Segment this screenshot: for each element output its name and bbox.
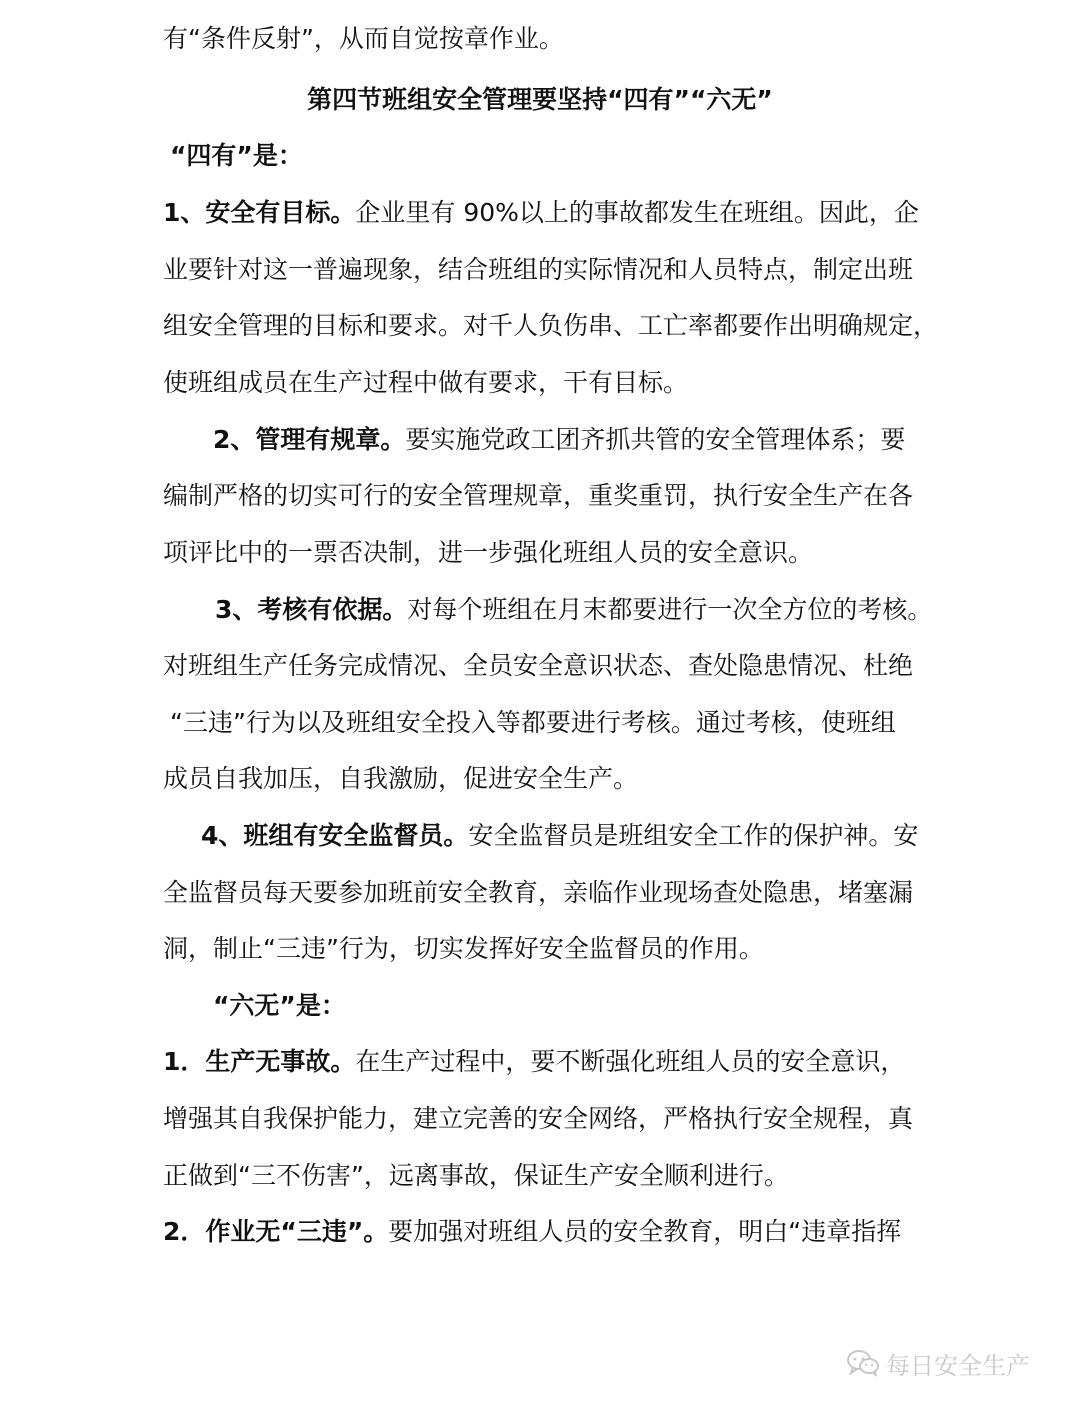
line-text: 对每个班组在月末都要进行一次全方位的考核。 (407, 595, 933, 624)
watermark-text: 每日安全生产 (886, 1351, 1030, 1380)
text-line-20 (163, 1102, 923, 1136)
item-heading: 1．生产无事故。 (163, 1047, 356, 1076)
section-title (0, 83, 1080, 117)
line-text: 对班组生产任务完成情况、全员安全意识状态、查处隐患情况、杜绝 (163, 651, 914, 680)
item-heading: 2．作业无“三违”。 (163, 1217, 389, 1246)
line-text: “三违”行为以及班组安全投入等都要进行考核。通过考核，使班组 (170, 708, 896, 737)
line-text: 编制严格的切实可行的安全管理规章，重奖重罚，执行安全生产在各 (163, 481, 914, 510)
wechat-watermark (846, 1346, 1030, 1380)
line-text: 洞，制止“三违”行为，切实发挥好安全监督员的作用。 (163, 934, 764, 963)
line-text: 要实施党政工团齐抓共管的安全管理体系；要 (405, 425, 906, 454)
wechat-icon (846, 1348, 880, 1378)
text-line-17 (163, 932, 923, 966)
line-text: 使班组成员在生产过程中做有要求，干有目标。 (163, 368, 689, 397)
line-text: 有“条件反射”，从而自觉按章作业。 (163, 24, 564, 53)
subheading-four-haves (170, 139, 930, 173)
text-line-6 (163, 309, 939, 343)
line-text: 要加强对班组人员的安全教育，明白“违章指挥 (388, 1217, 902, 1246)
item-3-first-line (215, 593, 933, 627)
text-line-12 (163, 649, 923, 683)
text-line-1 (163, 22, 923, 56)
item-heading: 2、管理有规章。 (213, 425, 406, 454)
text-line-5 (163, 253, 923, 287)
item-heading: 3、考核有依据。 (215, 595, 408, 624)
text-line-9 (163, 479, 923, 513)
text-line-13 (170, 706, 930, 740)
item-heading: 4、班组有安全监督员。 (201, 821, 469, 850)
item-1b-first-line (163, 1045, 923, 1079)
text-line-10 (163, 536, 923, 570)
line-text: 安全监督员是班组安全工作的保护神。安 (468, 821, 919, 850)
line-text: 项评比中的一票否决制，进一步强化班组人员的安全意识。 (163, 538, 814, 567)
line-text: 业要针对这一普遍现象，结合班组的实际情况和人员特点，制定出班 (163, 255, 914, 284)
line-text: 成员自我加压，自我激励，促进安全生产。 (163, 764, 639, 793)
text-line-16 (163, 876, 923, 910)
subheading-text: “四有”是： (170, 141, 303, 170)
subheading-text: “六无”是： (213, 991, 346, 1020)
line-text: 在生产过程中，要不断强化班组人员的安全意识， (355, 1047, 906, 1076)
line-text: 增强其自我保护能力，建立完善的安全网络，严格执行安全规程，真 (163, 1104, 914, 1133)
text-line-7 (163, 366, 923, 400)
line-text: 全监督员每天要参加班前安全教育，亲临作业现场查处隐患，堵塞漏 (163, 878, 914, 907)
item-4-first-line (201, 819, 919, 853)
line-text: 企业里有 90%以上的事故都发生在班组。因此，企 (355, 198, 919, 227)
text-line-21 (163, 1159, 923, 1193)
item-2-first-line (213, 423, 918, 457)
line-text: 组安全管理的目标和要求。对千人负伤串、工亡率都要作出明确规定， (163, 311, 939, 340)
item-heading: 1、安全有目标。 (163, 198, 356, 227)
section-title-text: 第四节班组安全管理要坚持“四有”“六无” (307, 85, 773, 114)
line-text: 正做到“三不伤害”，远离事故，保证生产安全顺利进行。 (163, 1161, 789, 1190)
item-1-first-line (163, 196, 923, 230)
text-line-14 (163, 762, 923, 796)
item-2b-first-line (163, 1215, 923, 1249)
subheading-six-nones (213, 989, 973, 1023)
